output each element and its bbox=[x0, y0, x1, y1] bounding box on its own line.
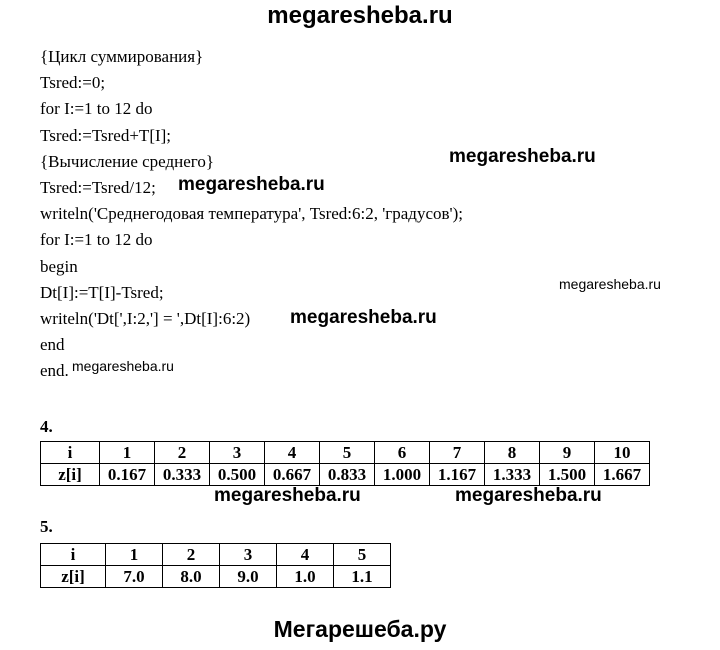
code-line: begin bbox=[40, 256, 78, 276]
code-listing bbox=[40, 44, 463, 384]
watermark-mid-right: megaresheba.ru bbox=[449, 146, 596, 167]
table-cell: 0.167 bbox=[100, 464, 155, 486]
table-header-row bbox=[41, 544, 391, 566]
table-cell: 3 bbox=[220, 544, 277, 566]
watermark-table-left: megaresheba.ru bbox=[214, 485, 361, 506]
table-cell: 1.0 bbox=[277, 566, 334, 588]
table-cell: z[i] bbox=[41, 464, 100, 486]
table-cell: 0.833 bbox=[320, 464, 375, 486]
code-line: for I:=1 to 12 do bbox=[40, 99, 153, 119]
table-cell: 1 bbox=[106, 544, 163, 566]
code-line: Tsred:=0; bbox=[40, 73, 106, 93]
table-cell: 0.500 bbox=[210, 464, 265, 486]
table-cell: 9.0 bbox=[220, 566, 277, 588]
code-line: Tsred:=Tsred/12; bbox=[40, 177, 156, 197]
table-cell: 4 bbox=[265, 442, 320, 464]
table-cell: 1 bbox=[100, 442, 155, 464]
section-5-label: 5. bbox=[40, 517, 53, 536]
code-line: {Цикл суммирования} bbox=[40, 47, 204, 66]
code-line: Tsred:=Tsred+T[I]; bbox=[40, 125, 172, 145]
code-line: writeln('Среднегодовая температура', Tsred:6:2, 'градусов'); bbox=[40, 204, 463, 224]
table-cell: 1.000 bbox=[375, 464, 430, 486]
table-cell: 4 bbox=[277, 544, 334, 566]
table-cell: 0.333 bbox=[155, 464, 210, 486]
table-cell: z[i] bbox=[41, 566, 106, 588]
watermark-small-right: megaresheba.ru bbox=[559, 276, 661, 292]
watermark-small-left: megaresheba.ru bbox=[72, 358, 174, 374]
section-4-label: 4. bbox=[40, 417, 53, 436]
table-section-5 bbox=[40, 543, 391, 588]
table-cell: i bbox=[41, 442, 100, 464]
table-cell: 1.667 bbox=[595, 464, 650, 486]
code-line: writeln('Dt[',I:2,'] = ',Dt[I]:6:2) bbox=[40, 308, 251, 328]
table-cell: 1.500 bbox=[540, 464, 595, 486]
code-line: Dt[I]:=T[I]-Tsred; bbox=[40, 282, 164, 302]
code-line: {Вычисление среднего} bbox=[40, 151, 215, 171]
table-cell: 7 bbox=[430, 442, 485, 464]
table-cell: 8.0 bbox=[163, 566, 220, 588]
table-cell: 9 bbox=[540, 442, 595, 464]
table-row bbox=[41, 566, 391, 588]
table-cell: 7.0 bbox=[106, 566, 163, 588]
table-cell: 1.333 bbox=[485, 464, 540, 486]
table-cell: 3 bbox=[210, 442, 265, 464]
code-line: for I:=1 to 12 do bbox=[40, 230, 153, 250]
table-cell: 2 bbox=[163, 544, 220, 566]
table-cell: 1.167 bbox=[430, 464, 485, 486]
watermark-mid-center: megaresheba.ru bbox=[290, 307, 437, 328]
code-line: end. bbox=[40, 361, 69, 381]
watermark-mid-left: megaresheba.ru bbox=[178, 174, 325, 195]
code-line: end bbox=[40, 335, 65, 355]
watermark-bottom: Мегарешеба.ру bbox=[273, 616, 447, 642]
table-cell: 8 bbox=[485, 442, 540, 464]
table-cell: 1.1 bbox=[334, 566, 391, 588]
table-header-row bbox=[41, 442, 650, 464]
watermark-table-right: megaresheba.ru bbox=[455, 485, 602, 506]
table-section-4 bbox=[40, 441, 650, 486]
table-cell: 5 bbox=[334, 544, 391, 566]
table-row bbox=[41, 464, 650, 486]
table-cell: 6 bbox=[375, 442, 430, 464]
table-cell: 0.667 bbox=[265, 464, 320, 486]
table-cell: i bbox=[41, 544, 106, 566]
watermark-top: megaresheba.ru bbox=[267, 2, 453, 29]
table-cell: 5 bbox=[320, 442, 375, 464]
table-cell: 2 bbox=[155, 442, 210, 464]
table-cell: 10 bbox=[595, 442, 650, 464]
